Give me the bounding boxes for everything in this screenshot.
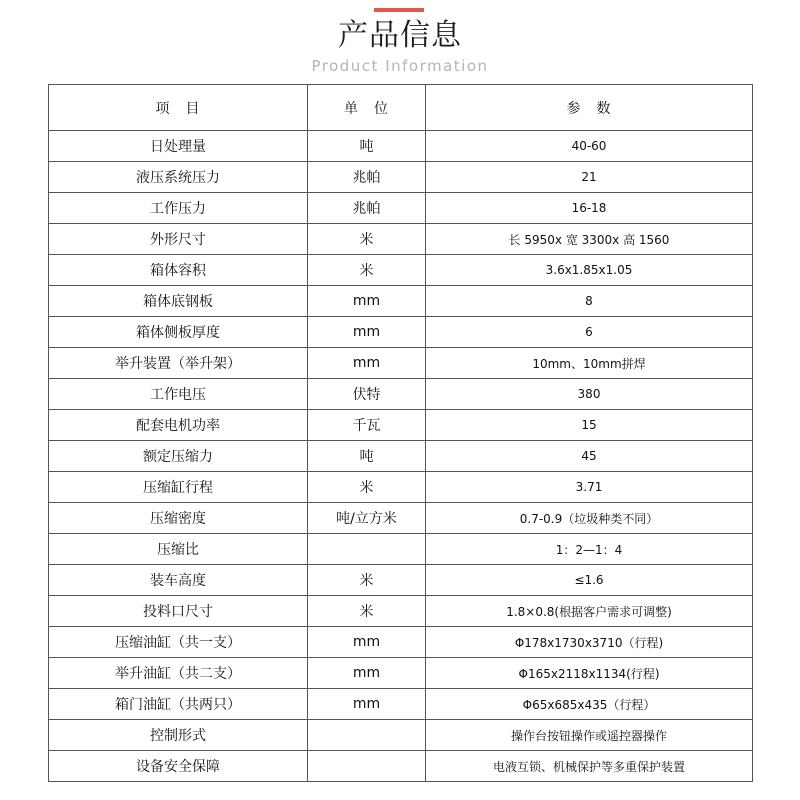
row-item-cell: 箱体底钢板 <box>49 286 308 317</box>
title-accent-bar <box>374 8 424 12</box>
row-item-cell: 压缩比 <box>49 534 308 565</box>
row-unit-cell: mm <box>308 627 426 658</box>
row-param-cell: 380 <box>426 379 753 410</box>
row-item-cell: 压缩油缸（共一支） <box>49 627 308 658</box>
row-item-cell: 箱体容积 <box>49 255 308 286</box>
row-item-cell: 压缩缸行程 <box>49 472 308 503</box>
table-row <box>49 193 753 224</box>
table-row <box>49 658 753 689</box>
row-item-cell: 设备安全保障 <box>49 751 308 782</box>
row-unit-cell: mm <box>308 317 426 348</box>
row-item-cell: 投料口尺寸 <box>49 596 308 627</box>
row-unit-cell: 米 <box>308 472 426 503</box>
row-param-cell: 电液互锁、机械保护等多重保护装置 <box>426 751 753 782</box>
row-param-cell: Φ65x685x435（行程） <box>426 689 753 720</box>
table-row <box>49 379 753 410</box>
row-item-cell: 外形尺寸 <box>49 224 308 255</box>
row-unit-cell: 千瓦 <box>308 410 426 441</box>
row-param-cell: 45 <box>426 441 753 472</box>
row-item-cell: 配套电机功率 <box>49 410 308 441</box>
row-item-cell: 箱体侧板厚度 <box>49 317 308 348</box>
row-param-cell: 8 <box>426 286 753 317</box>
row-param-cell: 15 <box>426 410 753 441</box>
table-row <box>49 286 753 317</box>
row-unit-cell: 米 <box>308 255 426 286</box>
table-header-row <box>49 85 753 131</box>
table-row <box>49 720 753 751</box>
row-unit-cell: mm <box>308 689 426 720</box>
row-unit-cell: 米 <box>308 224 426 255</box>
row-item-cell: 液压系统压力 <box>49 162 308 193</box>
table-row <box>49 565 753 596</box>
spec-table-body <box>49 131 753 782</box>
row-item-cell: 压缩密度 <box>49 503 308 534</box>
row-item-cell: 举升油缸（共二支） <box>49 658 308 689</box>
page-title: 产品信息 <box>338 18 462 53</box>
table-row <box>49 627 753 658</box>
row-item-cell: 工作压力 <box>49 193 308 224</box>
table-row <box>49 162 753 193</box>
row-unit-cell: 吨/立方米 <box>308 503 426 534</box>
header-unit: 单 位 <box>308 85 426 131</box>
row-param-cell: 10mm、10mm拼焊 <box>426 348 753 379</box>
table-row <box>49 255 753 286</box>
table-row <box>49 410 753 441</box>
row-param-cell: 长 5950x 宽 3300x 高 1560 <box>426 224 753 255</box>
row-unit-cell: mm <box>308 286 426 317</box>
table-row <box>49 472 753 503</box>
row-unit-cell <box>308 720 426 751</box>
row-param-cell: 操作台按钮操作或遥控器操作 <box>426 720 753 751</box>
row-param-cell: 1：2—1：4 <box>426 534 753 565</box>
row-param-cell: 0.7-0.9（垃圾种类不同） <box>426 503 753 534</box>
table-row <box>49 224 753 255</box>
row-unit-cell: 米 <box>308 596 426 627</box>
row-unit-cell <box>308 751 426 782</box>
table-row <box>49 689 753 720</box>
row-param-cell: 21 <box>426 162 753 193</box>
spec-table <box>48 84 753 782</box>
row-unit-cell: 吨 <box>308 441 426 472</box>
row-item-cell: 工作电压 <box>49 379 308 410</box>
row-unit-cell: 兆帕 <box>308 162 426 193</box>
row-item-cell: 装车高度 <box>49 565 308 596</box>
row-unit-cell: 米 <box>308 565 426 596</box>
row-item-cell: 日处理量 <box>49 131 308 162</box>
row-param-cell: 40-60 <box>426 131 753 162</box>
row-item-cell: 控制形式 <box>49 720 308 751</box>
header-item: 项 目 <box>49 85 308 131</box>
row-param-cell: 1.8×0.8(根据客户需求可调整) <box>426 596 753 627</box>
row-param-cell: Φ178x1730x3710（行程) <box>426 627 753 658</box>
row-unit-cell: 兆帕 <box>308 193 426 224</box>
row-param-cell: 6 <box>426 317 753 348</box>
table-row <box>49 317 753 348</box>
row-param-cell: 16-18 <box>426 193 753 224</box>
table-row <box>49 131 753 162</box>
row-param-cell: 3.6x1.85x1.05 <box>426 255 753 286</box>
table-row <box>49 534 753 565</box>
row-unit-cell: 伏特 <box>308 379 426 410</box>
row-unit-cell: mm <box>308 658 426 689</box>
table-row <box>49 503 753 534</box>
table-row <box>49 441 753 472</box>
row-item-cell: 箱门油缸（共两只） <box>49 689 308 720</box>
table-row <box>49 596 753 627</box>
table-row <box>49 348 753 379</box>
row-param-cell: Φ165x2118x1134(行程) <box>426 658 753 689</box>
row-item-cell: 举升装置（举升架） <box>49 348 308 379</box>
page-subtitle: Product Information <box>311 57 489 75</box>
row-unit-cell <box>308 534 426 565</box>
row-param-cell: ≤1.6 <box>426 565 753 596</box>
table-row <box>49 751 753 782</box>
row-item-cell: 额定压缩力 <box>49 441 308 472</box>
row-unit-cell: 吨 <box>308 131 426 162</box>
row-param-cell: 3.71 <box>426 472 753 503</box>
row-unit-cell: mm <box>308 348 426 379</box>
header-param: 参 数 <box>426 85 753 131</box>
